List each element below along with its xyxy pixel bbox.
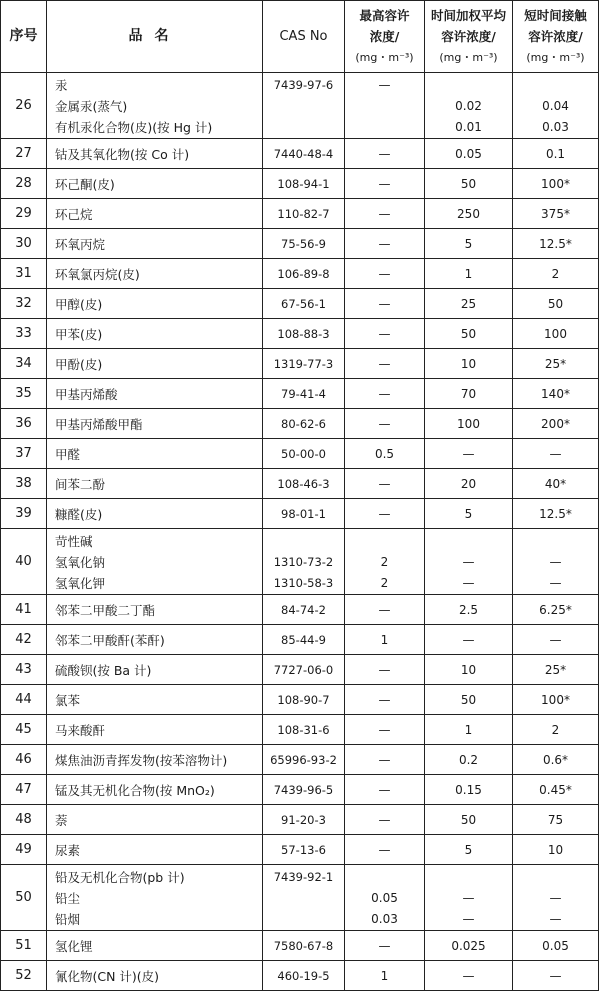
row-number: 29: [1, 199, 47, 229]
cas-number-cell: 98-01-1: [263, 499, 345, 529]
row-number: 36: [1, 409, 47, 439]
row-number: 45: [1, 715, 47, 745]
chemical-name: 铅及无机化合物(pb 计): [55, 870, 185, 885]
chemical-name-cell: [47, 865, 263, 931]
cas-number-cell: 85-44-9: [263, 625, 345, 655]
table-row: [1, 625, 599, 655]
table-row: [1, 289, 599, 319]
max-allowable-cell: —: [345, 199, 425, 229]
cas-number-cell: 108-90-7: [263, 685, 345, 715]
twa-limit-cell: 250: [425, 199, 513, 229]
row-number: 49: [1, 835, 47, 865]
row-number: 40: [1, 529, 47, 595]
table-row: [1, 655, 599, 685]
table-row: [1, 259, 599, 289]
twa-limit-cell: —: [425, 961, 513, 991]
header-name: 品名: [47, 1, 263, 73]
max-allowable-cell: —: [345, 259, 425, 289]
max-allowable-cell: —: [345, 595, 425, 625]
max-allowable: 2: [380, 576, 389, 590]
stel-limit-cell: 0.05: [513, 931, 599, 961]
max-allowable-cell: —: [345, 229, 425, 259]
chemical-name-cell: [47, 73, 263, 139]
twa-limit-cell: [425, 865, 513, 931]
stel-limit: —: [549, 576, 562, 590]
cas-number-cell: 110-82-7: [263, 199, 345, 229]
cas-number: 7439-97-6: [273, 78, 334, 92]
cas-number-cell: 79-41-4: [263, 379, 345, 409]
twa-limit-cell: 10: [425, 349, 513, 379]
row-number: 52: [1, 961, 47, 991]
header-stel-unit: (mg・m⁻³): [526, 51, 585, 64]
stel-limit-cell: 75: [513, 805, 599, 835]
chemical-name-cell: 糠醛(皮): [47, 499, 263, 529]
twa-limit: —: [462, 912, 475, 926]
stel-limit-cell: 375*: [513, 199, 599, 229]
stel-limit-cell: —: [513, 439, 599, 469]
stel-limit: 0.03: [542, 120, 569, 134]
stel-limit-cell: 100*: [513, 169, 599, 199]
twa-limit: —: [462, 576, 475, 590]
twa-limit-cell: —: [425, 439, 513, 469]
cas-number-cell: [263, 865, 345, 931]
twa-limit-cell: 50: [425, 319, 513, 349]
header-stel-line1: 短时间接触: [524, 8, 587, 23]
stel-limit-cell: 10: [513, 835, 599, 865]
row-number: 31: [1, 259, 47, 289]
stel-limit-cell: 2: [513, 715, 599, 745]
chemical-name-cell: 甲酚(皮): [47, 349, 263, 379]
max-allowable: [347, 96, 422, 117]
max-allowable-cell: —: [345, 745, 425, 775]
cas-number-cell: 460-19-5: [263, 961, 345, 991]
chemical-name-cell: 环氧氯丙烷(皮): [47, 259, 263, 289]
cas-number: [265, 96, 342, 117]
row-number: 28: [1, 169, 47, 199]
chemical-name: 汞: [55, 78, 68, 93]
table-row: [1, 595, 599, 625]
max-allowable: [347, 117, 422, 138]
table-row: [1, 73, 599, 139]
header-twa-line2: 容许浓度/: [441, 29, 496, 44]
row-number: 48: [1, 805, 47, 835]
table-row: [1, 499, 599, 529]
stel-limit-cell: 140*: [513, 379, 599, 409]
cas-number-cell: 67-56-1: [263, 289, 345, 319]
twa-limit: 0.02: [455, 99, 482, 113]
max-allowable-cell: —: [345, 409, 425, 439]
cas-number-cell: 108-46-3: [263, 469, 345, 499]
max-allowable-cell: —: [345, 469, 425, 499]
table-row: [1, 439, 599, 469]
chemical-name: 金属汞(蒸气): [55, 99, 128, 114]
stel-limit: —: [549, 555, 562, 569]
max-allowable-cell: —: [345, 655, 425, 685]
max-allowable: 0.03: [371, 912, 398, 926]
table-row: [1, 229, 599, 259]
cas-number: [265, 909, 342, 930]
twa-limit-cell: 50: [425, 805, 513, 835]
chemical-name-cell: 萘: [47, 805, 263, 835]
max-allowable-cell: —: [345, 169, 425, 199]
table-row: [1, 745, 599, 775]
cas-number-cell: 57-13-6: [263, 835, 345, 865]
table-row: [1, 379, 599, 409]
row-number: 38: [1, 469, 47, 499]
table-row: [1, 319, 599, 349]
max-allowable-cell: —: [345, 499, 425, 529]
max-allowable: —: [378, 78, 391, 92]
header-twa: [425, 1, 513, 73]
table-row: [1, 529, 599, 595]
row-number: 51: [1, 931, 47, 961]
twa-limit-cell: 20: [425, 469, 513, 499]
twa-limit-cell: 1: [425, 259, 513, 289]
row-number: 37: [1, 439, 47, 469]
table-row: [1, 199, 599, 229]
chemical-name: 有机汞化合物(皮)(按 Hg 计): [55, 120, 213, 135]
max-allowable: 0.05: [371, 891, 398, 905]
chemical-name-cell: 甲基丙烯酸: [47, 379, 263, 409]
chemical-name-cell: 邻苯二甲酸酐(苯酐): [47, 625, 263, 655]
cas-number-cell: 108-94-1: [263, 169, 345, 199]
chemical-name-cell: [47, 529, 263, 595]
row-number: 41: [1, 595, 47, 625]
row-number: 39: [1, 499, 47, 529]
stel-limit-cell: —: [513, 625, 599, 655]
stel-limit-cell: 12.5*: [513, 499, 599, 529]
chemical-name-cell: 甲醇(皮): [47, 289, 263, 319]
twa-limit-cell: 5: [425, 229, 513, 259]
header-mac: [345, 1, 425, 73]
chemical-name-cell: 氢化锂: [47, 931, 263, 961]
table-row: [1, 139, 599, 169]
chemical-name-cell: 邻苯二甲酸二丁酯: [47, 595, 263, 625]
cas-number-cell: 91-20-3: [263, 805, 345, 835]
chemical-name-cell: 甲醛: [47, 439, 263, 469]
stel-limit-cell: 200*: [513, 409, 599, 439]
header-twa-unit: (mg・m⁻³): [439, 51, 498, 64]
stel-limit-cell: [513, 865, 599, 931]
twa-limit: —: [462, 891, 475, 905]
max-allowable-cell: —: [345, 379, 425, 409]
twa-limit-cell: 100: [425, 409, 513, 439]
row-number: 34: [1, 349, 47, 379]
cas-number: [265, 117, 342, 138]
cas-number-cell: 80-62-6: [263, 409, 345, 439]
twa-limit-cell: 25: [425, 289, 513, 319]
cas-number-cell: 108-88-3: [263, 319, 345, 349]
cas-number-cell: 7580-67-8: [263, 931, 345, 961]
row-number: 43: [1, 655, 47, 685]
chemical-name-cell: 环氧丙烷: [47, 229, 263, 259]
chemical-name-cell: 环己酮(皮): [47, 169, 263, 199]
stel-limit-cell: 100: [513, 319, 599, 349]
cas-number: 1310-73-2: [273, 555, 334, 569]
stel-limit: [515, 867, 596, 888]
twa-limit: —: [462, 555, 475, 569]
max-allowable-cell: —: [345, 289, 425, 319]
twa-limit-cell: [425, 529, 513, 595]
chemical-name: 苛性碱: [55, 534, 93, 549]
chemical-name-cell: 硫酸钡(按 Ba 计): [47, 655, 263, 685]
max-allowable-cell: —: [345, 805, 425, 835]
row-number: 27: [1, 139, 47, 169]
table-row: [1, 169, 599, 199]
max-allowable: [347, 867, 422, 888]
max-allowable-cell: —: [345, 775, 425, 805]
stel-limit-cell: 0.6*: [513, 745, 599, 775]
row-number: 42: [1, 625, 47, 655]
row-number: 47: [1, 775, 47, 805]
chemical-name-cell: 氰化物(CN 计)(皮): [47, 961, 263, 991]
cas-number-cell: [263, 73, 345, 139]
table-row: [1, 835, 599, 865]
stel-limit-cell: 100*: [513, 685, 599, 715]
chemical-name: 铅尘: [55, 891, 81, 906]
table-row: [1, 931, 599, 961]
max-allowable: [347, 531, 422, 552]
twa-limit: [427, 531, 510, 552]
twa-limit-cell: 0.05: [425, 139, 513, 169]
header-cas: CAS No: [263, 1, 345, 73]
stel-limit-cell: 0.1: [513, 139, 599, 169]
cas-number: 1310-58-3: [273, 576, 334, 590]
max-allowable-cell: [345, 73, 425, 139]
twa-limit-cell: 0.2: [425, 745, 513, 775]
max-allowable-cell: [345, 865, 425, 931]
chemical-name-cell: 甲苯(皮): [47, 319, 263, 349]
stel-limit-cell: [513, 529, 599, 595]
row-number: 30: [1, 229, 47, 259]
chemical-name-cell: 尿素: [47, 835, 263, 865]
chemical-name: 铅烟: [55, 912, 81, 927]
chemical-name: 氢氧化钾: [55, 576, 106, 591]
twa-limit-cell: 50: [425, 685, 513, 715]
chemical-name-cell: 间苯二酚: [47, 469, 263, 499]
cas-number-cell: 106-89-8: [263, 259, 345, 289]
table-row: [1, 685, 599, 715]
stel-limit-cell: 50: [513, 289, 599, 319]
stel-limit: [515, 531, 596, 552]
table-row: [1, 805, 599, 835]
cas-number-cell: 7727-06-0: [263, 655, 345, 685]
stel-limit: [515, 75, 596, 96]
cas-number-cell: [263, 529, 345, 595]
stel-limit-cell: 6.25*: [513, 595, 599, 625]
row-number: 35: [1, 379, 47, 409]
stel-limit-cell: 12.5*: [513, 229, 599, 259]
stel-limit-cell: 2: [513, 259, 599, 289]
chemical-name-cell: 钴及其氧化物(按 Co 计): [47, 139, 263, 169]
max-allowable: 2: [380, 555, 389, 569]
cas-number-cell: 65996-93-2: [263, 745, 345, 775]
twa-limit-cell: 5: [425, 835, 513, 865]
cas-number: 7439-92-1: [273, 870, 334, 884]
cas-number: [265, 888, 342, 909]
chemical-name-cell: 环己烷: [47, 199, 263, 229]
twa-limit-cell: 10: [425, 655, 513, 685]
table-row: [1, 469, 599, 499]
row-number: 26: [1, 73, 47, 139]
twa-limit-cell: 0.15: [425, 775, 513, 805]
twa-limit-cell: 70: [425, 379, 513, 409]
row-number: 46: [1, 745, 47, 775]
table-row: [1, 349, 599, 379]
max-allowable-cell: —: [345, 349, 425, 379]
chemical-name-cell: 马来酸酐: [47, 715, 263, 745]
chemical-name: 氢氧化钠: [55, 555, 106, 570]
max-allowable-cell: 1: [345, 961, 425, 991]
max-allowable-cell: —: [345, 319, 425, 349]
max-allowable-cell: —: [345, 835, 425, 865]
cas-number: [265, 531, 342, 552]
stel-limit-cell: [513, 73, 599, 139]
chemical-name-cell: 锰及其无机化合物(按 MnO₂): [47, 775, 263, 805]
table-header: [1, 1, 599, 73]
twa-limit-cell: 2.5: [425, 595, 513, 625]
twa-limit-cell: 50: [425, 169, 513, 199]
table-row: [1, 409, 599, 439]
header-seq: 序号: [1, 1, 47, 73]
header-twa-line1: 时间加权平均: [430, 8, 506, 23]
twa-limit: 0.01: [455, 120, 482, 134]
chemical-name-cell: 氯苯: [47, 685, 263, 715]
header-stel: [513, 1, 599, 73]
chemical-name-cell: 甲基丙烯酸甲酯: [47, 409, 263, 439]
stel-limit-cell: 25*: [513, 655, 599, 685]
max-allowable-cell: 0.5: [345, 439, 425, 469]
row-number: 44: [1, 685, 47, 715]
cas-number-cell: 108-31-6: [263, 715, 345, 745]
row-number: 32: [1, 289, 47, 319]
twa-limit-cell: 5: [425, 499, 513, 529]
max-allowable-cell: —: [345, 931, 425, 961]
twa-limit-cell: 0.025: [425, 931, 513, 961]
max-allowable-cell: —: [345, 139, 425, 169]
header-mac-unit: (mg・m⁻³): [355, 51, 414, 64]
table-row: [1, 865, 599, 931]
row-number: 50: [1, 865, 47, 931]
max-allowable-cell: 1: [345, 625, 425, 655]
max-allowable-cell: [345, 529, 425, 595]
table-row: [1, 775, 599, 805]
chemical-name-cell: 煤焦油沥青挥发物(按苯溶物计): [47, 745, 263, 775]
row-number: 33: [1, 319, 47, 349]
table-row: [1, 961, 599, 991]
stel-limit: 0.04: [542, 99, 569, 113]
twa-limit: [427, 867, 510, 888]
twa-limit: [427, 75, 510, 96]
header-mac-line2: 浓度/: [369, 29, 400, 44]
stel-limit-cell: 40*: [513, 469, 599, 499]
header-stel-line2: 容许浓度/: [528, 29, 583, 44]
twa-limit-cell: [425, 73, 513, 139]
stel-limit: —: [549, 912, 562, 926]
table-row: [1, 715, 599, 745]
stel-limit: —: [549, 891, 562, 905]
stel-limit-cell: 25*: [513, 349, 599, 379]
cas-number-cell: 75-56-9: [263, 229, 345, 259]
max-allowable-cell: —: [345, 685, 425, 715]
cas-number-cell: 84-74-2: [263, 595, 345, 625]
cas-number-cell: 7440-48-4: [263, 139, 345, 169]
cas-number-cell: 50-00-0: [263, 439, 345, 469]
stel-limit-cell: 0.45*: [513, 775, 599, 805]
cas-number-cell: 7439-96-5: [263, 775, 345, 805]
table-body: [1, 73, 599, 991]
twa-limit-cell: —: [425, 625, 513, 655]
max-allowable-cell: —: [345, 715, 425, 745]
stel-limit-cell: —: [513, 961, 599, 991]
header-mac-line1: 最高容许: [359, 8, 410, 23]
cas-number-cell: 1319-77-3: [263, 349, 345, 379]
twa-limit-cell: 1: [425, 715, 513, 745]
